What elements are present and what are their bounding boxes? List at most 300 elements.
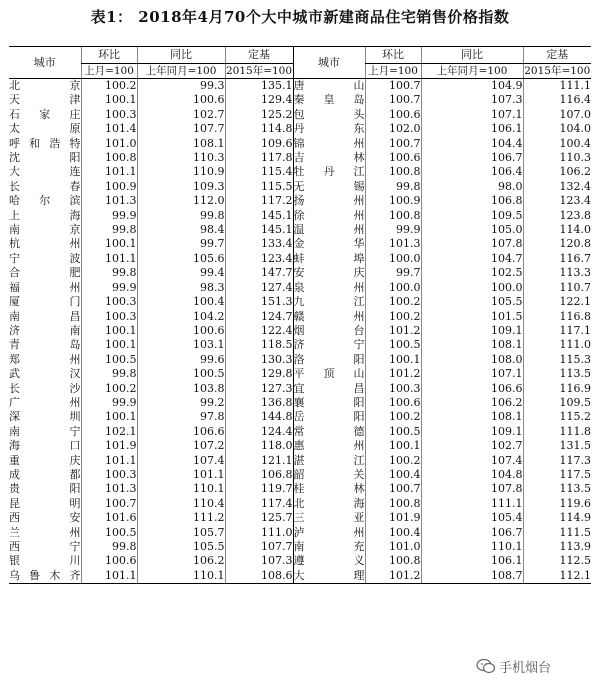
yoy-cell: 98.0	[421, 180, 523, 194]
fixed-cell: 145.1	[225, 223, 293, 237]
yoy-cell: 106.7	[421, 151, 523, 165]
yoy-cell: 109.3	[137, 180, 225, 194]
mom-cell: 101.2	[365, 324, 421, 338]
city-cell: 包头	[293, 107, 365, 121]
table-row	[9, 223, 591, 237]
fixed-cell: 116.8	[523, 310, 591, 324]
fixed-cell: 124.7	[225, 310, 293, 324]
mom-cell: 101.2	[365, 367, 421, 381]
yoy-header: 同比	[421, 47, 523, 64]
mom-cell: 101.3	[81, 194, 137, 208]
city-cell: 惠州	[293, 439, 365, 453]
fixed-cell: 109.6	[225, 137, 293, 151]
table-row	[9, 122, 591, 136]
city-cell: 西安	[9, 511, 81, 525]
table-row	[9, 468, 591, 482]
mom-cell: 102.1	[81, 425, 137, 439]
yoy-cell: 106.2	[137, 554, 225, 568]
fixed-cell: 111.0	[225, 526, 293, 540]
yoy-cell: 104.7	[421, 252, 523, 266]
mom-cell: 99.8	[81, 223, 137, 237]
city-cell: 宜昌	[293, 381, 365, 395]
mom-cell: 100.0	[365, 281, 421, 295]
yoy-cell: 112.0	[137, 194, 225, 208]
fixed-cell: 132.4	[523, 180, 591, 194]
table-row	[9, 194, 591, 208]
mom-cell: 99.9	[81, 281, 137, 295]
yoy-cell: 103.8	[137, 382, 225, 396]
city-cell: 乌鲁木齐	[9, 568, 81, 582]
table-row	[9, 482, 591, 496]
mom-cell: 100.1	[81, 93, 137, 107]
mom-cell: 100.1	[81, 338, 137, 352]
city-cell: 吉林	[293, 151, 365, 165]
yoy-cell: 106.4	[421, 165, 523, 179]
fixed-cell: 110.3	[523, 151, 591, 165]
fixed-header: 定基	[225, 47, 293, 64]
fixed-cell: 117.4	[225, 497, 293, 511]
table-row	[9, 151, 591, 165]
table-row	[9, 209, 591, 223]
yoy-cell: 107.4	[421, 454, 523, 468]
fixed-cell: 120.8	[523, 237, 591, 251]
mom-cell: 100.9	[81, 180, 137, 194]
yoy-cell: 106.7	[421, 526, 523, 540]
mom-cell: 100.1	[81, 237, 137, 251]
fixed-cell: 135.1	[225, 79, 293, 94]
fixed-cell: 133.4	[225, 237, 293, 251]
mom-header: 环比	[365, 47, 421, 64]
fixed-cell: 118.0	[225, 439, 293, 453]
mom-base-header: 上月=100	[365, 64, 421, 79]
yoy-cell: 110.1	[421, 540, 523, 554]
table-row	[9, 554, 591, 568]
mom-cell: 100.7	[365, 137, 421, 151]
table-row	[9, 281, 591, 295]
city-cell: 九江	[293, 295, 365, 309]
table-row	[9, 425, 591, 439]
yoy-cell: 105.7	[137, 526, 225, 540]
mom-cell: 99.9	[365, 223, 421, 237]
mom-cell: 101.9	[365, 511, 421, 525]
city-cell: 北海	[293, 496, 365, 510]
city-cell: 上海	[9, 208, 81, 222]
fixed-cell: 113.3	[523, 266, 591, 280]
yoy-cell: 106.1	[421, 122, 523, 136]
yoy-cell: 99.4	[137, 266, 225, 280]
yoy-cell: 108.1	[137, 137, 225, 151]
fixed-cell: 110.7	[523, 281, 591, 295]
fixed-cell: 111.0	[523, 338, 591, 352]
yoy-cell: 104.8	[421, 468, 523, 482]
fixed-cell: 119.6	[523, 497, 591, 511]
yoy-cell: 107.2	[137, 439, 225, 453]
table-row	[9, 439, 591, 453]
city-cell: 西宁	[9, 540, 81, 553]
yoy-cell: 107.3	[421, 93, 523, 107]
fixed-cell: 127.3	[225, 382, 293, 396]
city-cell: 济宁	[293, 338, 365, 352]
mom-cell: 101.0	[365, 540, 421, 554]
table-row	[9, 165, 591, 179]
yoy-cell: 104.9	[421, 79, 523, 94]
city-header: 城市	[293, 47, 365, 79]
yoy-cell: 100.6	[137, 93, 225, 107]
city-cell: 兰州	[9, 525, 81, 539]
city-cell: 南充	[293, 540, 365, 553]
yoy-cell: 99.3	[137, 79, 225, 94]
city-cell: 郑州	[9, 352, 81, 366]
fixed-cell: 122.4	[225, 324, 293, 338]
yoy-cell: 108.0	[421, 353, 523, 367]
fixed-cell: 111.1	[523, 79, 591, 94]
fixed-cell: 131.5	[523, 439, 591, 453]
mom-cell: 100.6	[81, 554, 137, 568]
mom-cell: 100.2	[81, 382, 137, 396]
yoy-cell: 99.6	[137, 353, 225, 367]
yoy-cell: 100.0	[421, 281, 523, 295]
yoy-cell: 102.7	[137, 108, 225, 122]
fixed-cell: 129.4	[225, 93, 293, 107]
mom-cell: 100.2	[365, 454, 421, 468]
fixed-cell: 112.5	[523, 554, 591, 568]
mom-cell: 99.9	[81, 396, 137, 410]
fixed-cell: 111.8	[523, 425, 591, 439]
city-cell: 泸州	[293, 525, 365, 539]
yoy-cell: 99.2	[137, 396, 225, 410]
mom-cell: 101.1	[81, 165, 137, 179]
city-cell: 常德	[293, 424, 365, 438]
city-cell: 大理	[293, 568, 365, 582]
mom-cell: 99.8	[81, 367, 137, 381]
fixed-cell: 130.3	[225, 353, 293, 367]
city-cell: 天津	[9, 93, 81, 107]
city-cell: 厦门	[9, 295, 81, 309]
mom-cell: 101.6	[81, 511, 137, 525]
mom-cell: 100.8	[365, 497, 421, 511]
mom-cell: 100.3	[81, 310, 137, 324]
yoy-header: 同比	[137, 47, 225, 64]
fixed-cell: 151.3	[225, 295, 293, 309]
city-cell: 北京	[9, 79, 81, 92]
fixed-cell: 114.0	[523, 223, 591, 237]
yoy-cell: 98.4	[137, 223, 225, 237]
fixed-cell: 111.5	[523, 526, 591, 540]
city-cell: 宁波	[9, 251, 81, 265]
price-index-table	[9, 46, 591, 584]
fixed-cell: 123.4	[523, 194, 591, 208]
yoy-cell: 100.6	[137, 324, 225, 338]
mom-cell: 100.6	[365, 151, 421, 165]
table-row	[9, 237, 591, 251]
mom-cell: 101.3	[81, 482, 137, 496]
fixed-cell: 145.1	[225, 209, 293, 223]
yoy-cell: 99.7	[137, 237, 225, 251]
fixed-cell: 117.3	[523, 454, 591, 468]
mom-cell: 101.0	[81, 137, 137, 151]
city-cell: 长春	[9, 179, 81, 193]
yoy-cell: 108.1	[421, 410, 523, 424]
fixed-cell: 109.5	[523, 396, 591, 410]
table-row	[9, 93, 591, 107]
fixed-header: 定基	[523, 47, 591, 64]
fixed-cell: 127.4	[225, 281, 293, 295]
mom-cell: 99.9	[81, 209, 137, 223]
table-row	[9, 396, 591, 410]
yoy-cell: 106.8	[421, 194, 523, 208]
city-cell: 海口	[9, 439, 81, 453]
table-row	[9, 324, 591, 338]
city-cell: 南京	[9, 223, 81, 237]
city-cell: 银川	[9, 554, 81, 568]
mom-cell: 100.5	[81, 353, 137, 367]
city-cell: 贵阳	[9, 482, 81, 496]
yoy-base-header: 上年同月=100	[421, 64, 523, 79]
city-cell: 昆明	[9, 496, 81, 510]
fixed-cell: 106.2	[523, 165, 591, 179]
yoy-cell: 105.5	[421, 295, 523, 309]
mom-cell: 99.8	[81, 266, 137, 280]
city-cell: 哈尔滨	[9, 194, 81, 208]
mom-cell: 101.1	[81, 252, 137, 266]
fixed-cell: 144.8	[225, 410, 293, 424]
fixed-cell: 104.0	[523, 122, 591, 136]
mom-cell: 100.3	[81, 108, 137, 122]
table-row	[9, 137, 591, 151]
mom-cell: 100.8	[365, 209, 421, 223]
table-row	[9, 382, 591, 396]
table-row	[9, 367, 591, 381]
yoy-cell: 101.1	[137, 468, 225, 482]
city-cell: 无锡	[293, 179, 365, 193]
yoy-cell: 103.1	[137, 338, 225, 352]
mom-cell: 100.8	[365, 554, 421, 568]
mom-cell: 100.7	[365, 482, 421, 496]
mom-base-header: 上月=100	[81, 64, 137, 79]
mom-cell: 100.6	[365, 108, 421, 122]
fixed-cell: 115.2	[523, 410, 591, 424]
mom-cell: 101.1	[81, 454, 137, 468]
table-row	[9, 497, 591, 511]
yoy-cell: 104.4	[421, 137, 523, 151]
yoy-cell: 100.4	[137, 295, 225, 309]
city-cell: 徐州	[293, 208, 365, 222]
mom-cell: 100.1	[365, 439, 421, 453]
fixed-cell: 106.8	[225, 468, 293, 482]
table-row	[9, 410, 591, 424]
yoy-cell: 99.8	[137, 209, 225, 223]
yoy-cell: 108.1	[421, 338, 523, 352]
table-row	[9, 310, 591, 324]
mom-cell: 100.2	[365, 410, 421, 424]
yoy-cell: 110.3	[137, 151, 225, 165]
yoy-cell: 106.6	[421, 382, 523, 396]
table-row	[9, 295, 591, 309]
fixed-cell: 114.9	[523, 511, 591, 525]
mom-cell: 100.7	[365, 79, 421, 94]
yoy-cell: 97.8	[137, 410, 225, 424]
yoy-cell: 106.2	[421, 396, 523, 410]
fixed-cell: 129.8	[225, 367, 293, 381]
fixed-cell: 115.4	[225, 165, 293, 179]
city-cell: 岳阳	[293, 410, 365, 424]
fixed-cell: 115.5	[225, 180, 293, 194]
fixed-cell: 121.1	[225, 454, 293, 468]
fixed-cell: 108.6	[225, 569, 293, 584]
table-title: 表1： 2018年4月70个大中城市新建商品住宅销售价格指数	[90, 8, 510, 26]
mom-cell: 100.1	[365, 353, 421, 367]
yoy-cell: 107.7	[137, 122, 225, 136]
yoy-cell: 105.4	[421, 511, 523, 525]
mom-cell: 100.9	[365, 194, 421, 208]
yoy-base-header: 上年同月=100	[137, 64, 225, 79]
fixed-base-header: 2015年=100	[225, 65, 293, 77]
mom-cell: 101.9	[81, 439, 137, 453]
city-header: 城市	[9, 47, 81, 79]
city-cell: 广州	[9, 395, 81, 409]
mom-cell: 99.8	[365, 180, 421, 194]
mom-header: 环比	[81, 47, 137, 64]
mom-cell: 100.3	[81, 468, 137, 482]
fixed-cell: 117.2	[225, 194, 293, 208]
city-cell: 锦州	[293, 136, 365, 150]
yoy-cell: 108.7	[421, 569, 523, 584]
mom-cell: 99.8	[81, 540, 137, 554]
fixed-cell: 125.2	[225, 108, 293, 122]
mom-cell: 100.2	[365, 295, 421, 309]
city-cell: 襄阳	[293, 395, 365, 409]
yoy-cell: 106.1	[421, 554, 523, 568]
fixed-cell: 113.5	[523, 367, 591, 381]
yoy-cell: 107.8	[421, 482, 523, 496]
mom-cell: 99.7	[365, 266, 421, 280]
fixed-cell: 123.4	[225, 252, 293, 266]
mom-cell: 101.1	[81, 569, 137, 584]
yoy-cell: 105.0	[421, 223, 523, 237]
city-cell: 石家庄	[9, 107, 81, 121]
wechat-icon	[476, 658, 496, 674]
mom-cell: 100.8	[365, 165, 421, 179]
mom-cell: 100.7	[365, 93, 421, 107]
table-row	[9, 180, 591, 194]
yoy-cell: 106.6	[137, 425, 225, 439]
table-row	[9, 353, 591, 367]
yoy-cell: 111.2	[137, 511, 225, 525]
city-cell: 福州	[9, 280, 81, 294]
fixed-cell: 113.5	[523, 482, 591, 496]
fixed-cell: 117.8	[225, 151, 293, 165]
fixed-cell: 114.8	[225, 122, 293, 136]
city-cell: 湛江	[293, 453, 365, 467]
fixed-cell: 122.1	[523, 295, 591, 309]
city-cell: 烟台	[293, 323, 365, 337]
mom-cell: 100.6	[365, 396, 421, 410]
table-row	[9, 569, 591, 584]
fixed-cell: 117.5	[523, 468, 591, 482]
fixed-cell: 119.7	[225, 482, 293, 496]
mom-cell: 100.3	[81, 295, 137, 309]
table-row	[9, 338, 591, 352]
city-cell: 南宁	[9, 424, 81, 438]
city-cell: 太原	[9, 122, 81, 136]
city-cell: 扬州	[293, 194, 365, 208]
table-row	[9, 526, 591, 540]
yoy-cell: 107.1	[421, 108, 523, 122]
table-row	[9, 79, 591, 94]
mom-cell: 101.2	[365, 569, 421, 584]
fixed-cell: 113.9	[523, 540, 591, 554]
city-cell: 丹东	[293, 122, 365, 136]
yoy-cell: 110.4	[137, 497, 225, 511]
fixed-cell: 116.9	[523, 382, 591, 396]
city-cell: 平顶山	[293, 367, 365, 381]
city-cell: 牡丹江	[293, 165, 365, 179]
city-cell: 遵义	[293, 554, 365, 568]
fixed-cell: 115.3	[523, 353, 591, 367]
fixed-cell: 116.4	[523, 93, 591, 107]
fixed-cell: 116.7	[523, 252, 591, 266]
city-cell: 重庆	[9, 453, 81, 467]
mom-cell: 100.2	[365, 310, 421, 324]
mom-cell: 100.5	[365, 425, 421, 439]
city-cell: 长沙	[9, 381, 81, 395]
city-cell: 唐山	[293, 79, 365, 92]
city-cell: 韶关	[293, 467, 365, 481]
fixed-cell: 136.8	[225, 396, 293, 410]
yoy-cell: 100.5	[137, 367, 225, 381]
mom-cell: 100.3	[365, 382, 421, 396]
table-row	[9, 252, 591, 266]
fixed-base-header: 2015年=100	[524, 65, 591, 77]
fixed-cell: 107.0	[523, 108, 591, 122]
yoy-cell: 107.8	[421, 237, 523, 251]
fixed-cell: 123.8	[523, 209, 591, 223]
mom-cell: 100.7	[81, 497, 137, 511]
fixed-cell: 117.1	[523, 324, 591, 338]
city-cell: 济南	[9, 323, 81, 337]
table-row	[9, 454, 591, 468]
city-cell: 大连	[9, 165, 81, 179]
mom-cell: 100.1	[81, 324, 137, 338]
city-cell: 沈阳	[9, 151, 81, 165]
mom-cell: 101.4	[81, 122, 137, 136]
yoy-cell: 110.1	[137, 569, 225, 584]
fixed-cell: 147.7	[225, 266, 293, 280]
city-cell: 青岛	[9, 338, 81, 352]
city-cell: 成都	[9, 467, 81, 481]
city-cell: 蚌埠	[293, 251, 365, 265]
city-cell: 洛阳	[293, 352, 365, 366]
city-cell: 桂林	[293, 482, 365, 496]
city-cell: 武汉	[9, 367, 81, 381]
table-row	[9, 511, 591, 525]
city-cell: 金华	[293, 237, 365, 251]
city-cell: 合肥	[9, 266, 81, 280]
mom-cell: 100.2	[81, 79, 137, 94]
yoy-cell: 102.7	[421, 439, 523, 453]
city-cell: 安庆	[293, 266, 365, 280]
yoy-cell: 105.6	[137, 252, 225, 266]
yoy-cell: 110.1	[137, 482, 225, 496]
fixed-cell: 107.3	[225, 554, 293, 568]
watermark-text: 手机烟台	[499, 660, 552, 676]
city-cell: 深圳	[9, 410, 81, 424]
fixed-cell: 118.5	[225, 338, 293, 352]
fixed-cell: 107.7	[225, 540, 293, 554]
table-row	[9, 266, 591, 280]
mom-cell: 100.4	[365, 526, 421, 540]
fixed-cell: 100.4	[523, 137, 591, 151]
